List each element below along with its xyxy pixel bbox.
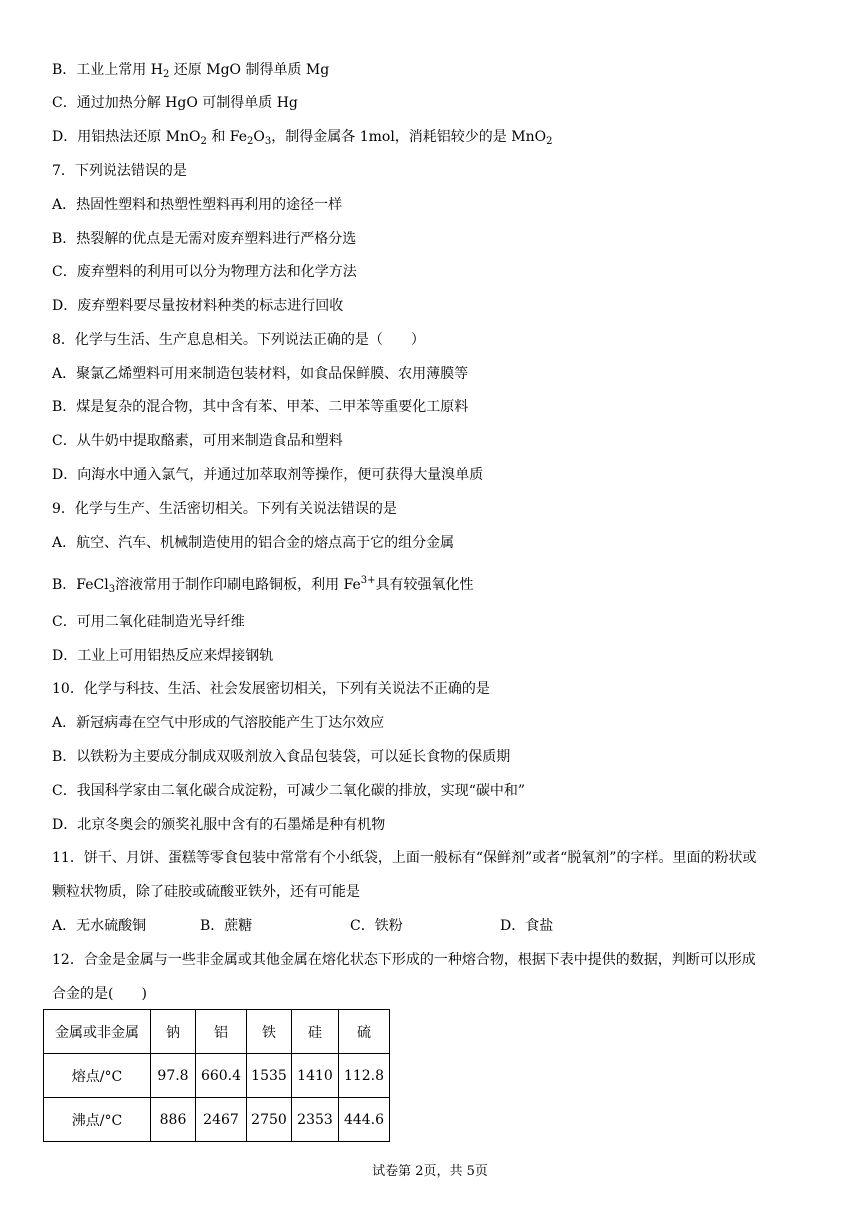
- properties-table: [43, 1009, 390, 1142]
- table-cell: 沸点/°C: [44, 1098, 151, 1142]
- option-d-q9: D．工业上可用铝热反应来焊接钢轨: [52, 648, 274, 664]
- option-d-q8: D．向海水中通入氯气，并通过加萃取剂等操作，便可获得大量溴单质: [52, 467, 484, 483]
- question-11-cont: 颗粒状物质，除了硅胶或硫酸亚铁外，还有可能是: [52, 884, 360, 900]
- option-a-q11: A．无水硫酸铜: [52, 918, 147, 934]
- table-cell: 2353: [292, 1098, 339, 1142]
- option-d-q6: D．用铝热法还原 MnO$_2$ 和 $Fe_2O_3$，制得金属各 1mol，消耗铝较少的是 MnO$_2$: [52, 129, 553, 147]
- option-a-q8: A．聚氯乙烯塑料可用来制造包装材料，如食品保鲜膜、农用薄膜等: [52, 366, 469, 382]
- question-8: 8．化学与生活、生产息息相关。下列说法正确的是（ ）: [52, 332, 425, 348]
- option-d-q11: D．食盐: [500, 918, 554, 934]
- page-footer: 试卷第 2页，共 5页: [372, 1164, 488, 1179]
- question-9: 9．化学与生产、生活密切相关。下列有关说法错误的是: [52, 501, 397, 517]
- option-d-q10: D．北京冬奥会的颁奖礼服中含有的石墨烯是种有机物: [52, 817, 386, 833]
- option-c-q7: C．废弃塑料的利用可以分为物理方法和化学方法: [52, 264, 357, 280]
- question-7: 7．下列说法错误的是: [52, 163, 187, 179]
- option-c-q11: C．铁粉: [350, 918, 403, 934]
- table-cell: 97.8: [151, 1054, 196, 1098]
- table-cell: 2467: [196, 1098, 247, 1142]
- table-cell: 444.6: [339, 1098, 390, 1142]
- option-c-q6: C．通过加热分解 HgO 可制得单质 Hg: [52, 95, 298, 111]
- option-a-q10: A．新冠病毒在空气中形成的气溶胶能产生丁达尔效应: [52, 715, 385, 731]
- table-row: [44, 1054, 390, 1098]
- table-cell: 金属或非金属: [44, 1010, 151, 1054]
- table-cell: 硫: [339, 1010, 390, 1054]
- table-cell: 熔点/°C: [44, 1054, 151, 1098]
- table-cell: 铝: [196, 1010, 247, 1054]
- option-a-q7: A．热固性塑料和热塑性塑料再利用的途径一样: [52, 197, 343, 213]
- table-row: [44, 1098, 390, 1142]
- question-10: 10．化学与科技、生活、社会发展密切相关，下列有关说法不正确的是: [52, 681, 490, 697]
- question-11: 11．饼干、月饼、蛋糕等零食包装中常常有个小纸袋，上面一般标有“保鲜剂”或者“脱氧剂”的字样。里面的粉状或: [52, 850, 757, 866]
- option-b-q6: B．工业上常用 $H_2$ 还原 MgO 制得单质 Mg: [52, 62, 330, 80]
- option-c-q8: C．从牛奶中提取酪素，可用来制造食品和塑料: [52, 433, 343, 449]
- table-cell: 硅: [292, 1010, 339, 1054]
- option-b-q9: B．FeCl$_3$溶液常用于制作印刷电路铜板，利用 $Fe^{3+}$具有较强氧化性: [52, 575, 474, 595]
- table-cell: 钠: [151, 1010, 196, 1054]
- option-c-q10: C．我国科学家由二氧化碳合成淀粉，可减少二氧化碳的排放，实现“碳中和”: [52, 783, 526, 799]
- table-cell: 1410: [292, 1054, 339, 1098]
- option-d-q7: D．废弃塑料要尽量按材料种类的标志进行回收: [52, 298, 344, 314]
- question-12: 12．合金是金属与一些非金属或其他金属在熔化状态下形成的一种熔合物，根据下表中提供的数据，判断可以形成: [52, 952, 756, 968]
- table-cell: 1535: [247, 1054, 292, 1098]
- options-q11: [52, 916, 553, 936]
- question-12-cont: 合金的是( ): [52, 986, 147, 1002]
- table-header-row: [44, 1010, 390, 1054]
- table-cell: 660.4: [196, 1054, 247, 1098]
- option-c-q9: C．可用二氧化硅制造光导纤维: [52, 614, 245, 630]
- table-cell: 112.8: [339, 1054, 390, 1098]
- option-b-q10: B．以铁粉为主要成分制成双吸剂放入食品包装袋，可以延长食物的保质期: [52, 749, 511, 765]
- option-b-q7: B．热裂解的优点是无需对废弃塑料进行严格分选: [52, 231, 357, 247]
- table-cell: 886: [151, 1098, 196, 1142]
- table-cell: 铁: [247, 1010, 292, 1054]
- option-a-q9: A．航空、汽车、机械制造使用的铝合金的熔点高于它的组分金属: [52, 535, 455, 551]
- option-b-q11: B．蔗糖: [200, 918, 253, 934]
- option-b-q8: B．煤是复杂的混合物，其中含有苯、甲苯、二甲苯等重要化工原料: [52, 399, 469, 415]
- table-cell: 2750: [247, 1098, 292, 1142]
